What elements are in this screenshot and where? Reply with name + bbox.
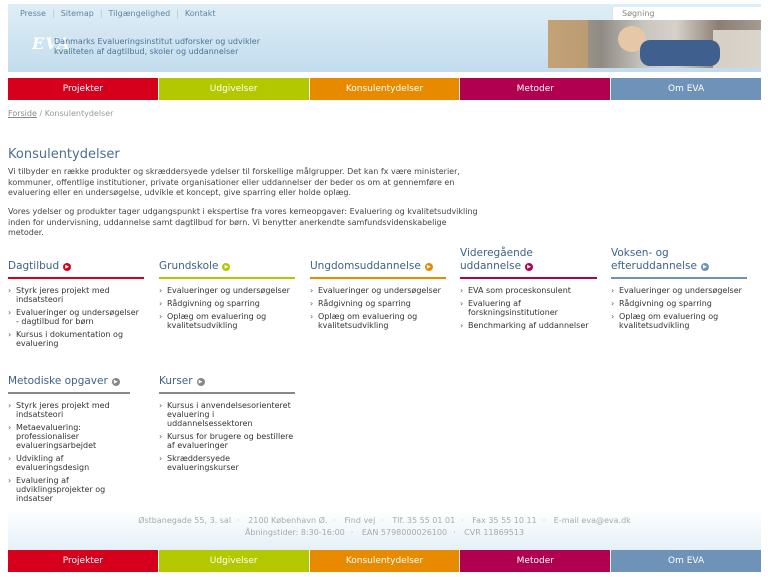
section-heading-link[interactable] [8, 260, 144, 277]
nav-om-eva[interactable]: Om EVA [611, 78, 761, 100]
section-divider [8, 392, 130, 394]
arrow-right-icon: ▶ [701, 263, 709, 271]
nav-metoder[interactable]: Metoder [460, 550, 610, 572]
section-link[interactable]: › Oplæg om evaluering og kvalitetsudvikling [159, 312, 295, 330]
section-heading-link[interactable] [310, 260, 446, 277]
section-link[interactable]: › Evalueringer og undersøgelser [310, 286, 446, 295]
section-link[interactable]: › Evaluering af udviklingsprojekter og indsatser [8, 476, 130, 503]
section-title: Grundskole [159, 260, 219, 272]
arrow-right-icon: ▶ [525, 263, 533, 271]
nav-metoder[interactable]: Metoder [460, 78, 610, 100]
section-heading-link[interactable] [460, 247, 597, 277]
breadcrumb-current: Konsulentydelser [44, 109, 114, 118]
breadcrumb [8, 109, 113, 118]
nav-konsulentydelser[interactable]: Konsulentydelser [310, 550, 460, 572]
section-link[interactable]: › Evalueringer og undersøgelser [159, 286, 295, 295]
section-link[interactable]: › Evaluering af forskningsinstitutioner [460, 299, 597, 317]
eva-logo[interactable]: EVA [32, 34, 71, 53]
section-link[interactable]: › Oplæg om evaluering og kvalitetsudvikling [310, 312, 446, 330]
section-divider [310, 277, 446, 279]
section-link[interactable]: › Styrk jeres projekt med indsatsteori [8, 401, 130, 419]
section-title: Videregående uddannelse [460, 247, 533, 272]
top-links: Presse | Sitemap | Tilgængelighed | Kontakt [20, 9, 216, 18]
intro-paragraph: Vi tilbyder en række produkter og skræddersyede ydelser til forskellige målgrupper. Det kan fx være ministerier, kommuner, offentlige institutioner, private organisationer eller uddannelser der beder os om at gennemføre en evaluering eller en undersøgelse, udvikle et koncept, give sparring eller holde oplæg. [8, 167, 460, 197]
section-divider [159, 277, 295, 279]
section-link[interactable]: › Metaevaluering: professionaliser evalueringsarbejdet [8, 423, 130, 450]
section-heading-link[interactable] [159, 260, 295, 277]
breadcrumb-separator: / [39, 109, 43, 118]
arrow-right-icon: ▶ [63, 263, 71, 271]
section-heading-link[interactable] [159, 375, 295, 392]
service-section [310, 260, 446, 334]
nav-udgivelser[interactable]: Udgivelser [159, 550, 309, 572]
arrow-right-icon: ▶ [197, 378, 205, 386]
section-divider [460, 277, 597, 279]
section-divider [611, 277, 747, 279]
nav-konsulentydelser[interactable]: Konsulentydelser [310, 78, 460, 100]
section-title: Dagtilbud [8, 260, 60, 272]
section-divider [159, 392, 295, 394]
section-links [8, 286, 144, 348]
section-divider [8, 277, 144, 279]
service-section [8, 375, 130, 507]
section-title: Ungdomsuddannelse [310, 260, 421, 272]
section-heading-link[interactable] [8, 375, 130, 392]
service-section [159, 375, 295, 476]
section-link[interactable]: › Rådgivning og sparring [310, 299, 446, 308]
arrow-right-icon: ▶ [222, 263, 230, 271]
section-link[interactable]: › Rådgivning og sparring [611, 299, 747, 308]
section-links [310, 286, 446, 330]
breadcrumb-home[interactable]: Forside [8, 109, 37, 118]
main-nav [8, 78, 761, 100]
section-heading-link[interactable] [611, 247, 747, 277]
toplink-presse[interactable]: Presse [20, 9, 46, 18]
service-section [611, 247, 747, 334]
tagline: Danmarks Evalueringsinstitut udforsker og udvikler kvaliteten af dagtilbud, skoler og uddannelser [54, 37, 261, 56]
section-link[interactable]: › Udvikling af evalueringsdesign [8, 454, 130, 472]
section-link[interactable]: › Evalueringer og undersøgelser [611, 286, 747, 295]
search-input[interactable]: Søgning [612, 7, 761, 20]
footer-address-line: Østbanegade 55, 3. sal · 2100 København Ø. · Find vej · Tlf. 35 55 01 01 · Fax 35 55 10 11 · E-mail eva@eva.dk [138, 516, 631, 525]
section-title: Metodiske opgaver [8, 375, 108, 387]
section-link[interactable]: › Kursus i dokumentation og evaluering [8, 330, 144, 348]
intro-paragraph: Vores ydelser og produkter tager udgangspunkt i ekspertise fra vores kerneopgaver: Evaluering og kvalitetsudvikling inden for undervisning, uddannelse samt dagtilbud for børn. Vi benytter anerkendte samfundsvidenskabelige metoder. [8, 207, 478, 237]
arrow-right-icon: ▶ [425, 263, 433, 271]
section-link[interactable]: › Rådgivning og sparring [159, 299, 295, 308]
find-vej-link[interactable]: Find vej [344, 516, 376, 525]
section-links [159, 401, 295, 472]
section-title: Kurser [159, 375, 193, 387]
section-link[interactable]: › Kursus for brugere og bestillere af evalueringer [159, 432, 295, 450]
footer-info-line: Åbningstider: 8:30-16:00 · EAN 5798000026100 · CVR 11869513 [244, 528, 525, 537]
nav-udgivelser[interactable]: Udgivelser [159, 78, 309, 100]
site-header [8, 4, 761, 72]
toplink-sitemap[interactable]: Sitemap [60, 9, 94, 18]
nav-om-eva[interactable]: Om EVA [611, 550, 761, 572]
header-photo [548, 20, 761, 68]
service-section [460, 247, 597, 334]
section-links [8, 401, 130, 503]
section-links [460, 286, 597, 330]
page-title: Konsulentydelser [8, 147, 120, 162]
email-link[interactable]: E-mail eva@eva.dk [553, 516, 631, 525]
section-links [611, 286, 747, 330]
section-link[interactable]: › Benchmarking af uddannelser [460, 321, 597, 330]
section-link[interactable]: › Evalueringer og undersøgelser - dagtilbud for børn [8, 308, 144, 326]
toplink-tilgaengelighed[interactable]: Tilgængelighed [108, 9, 171, 18]
nav-projekter[interactable]: Projekter [8, 78, 158, 100]
toplink-kontakt[interactable]: Kontakt [184, 9, 216, 18]
section-link[interactable]: › Skræddersyede evalueringskurser [159, 454, 295, 472]
section-title: Voksen- og efteruddannelse [611, 247, 697, 272]
section-links [159, 286, 295, 330]
section-link[interactable]: › Kursus i anvendelsesorienteret evaluering i uddannelsessektoren [159, 401, 295, 428]
section-link[interactable]: › EVA som proceskonsulent [460, 286, 597, 295]
footer [8, 510, 761, 550]
service-section [8, 260, 144, 352]
bottom-nav [8, 550, 761, 572]
arrow-right-icon: ▶ [112, 378, 120, 386]
section-link[interactable]: › Styrk jeres projekt med indsatsteori [8, 286, 144, 304]
section-link[interactable]: › Oplæg om evaluering og kvalitetsudvikling [611, 312, 747, 330]
service-section [159, 260, 295, 334]
nav-projekter[interactable]: Projekter [8, 550, 158, 572]
